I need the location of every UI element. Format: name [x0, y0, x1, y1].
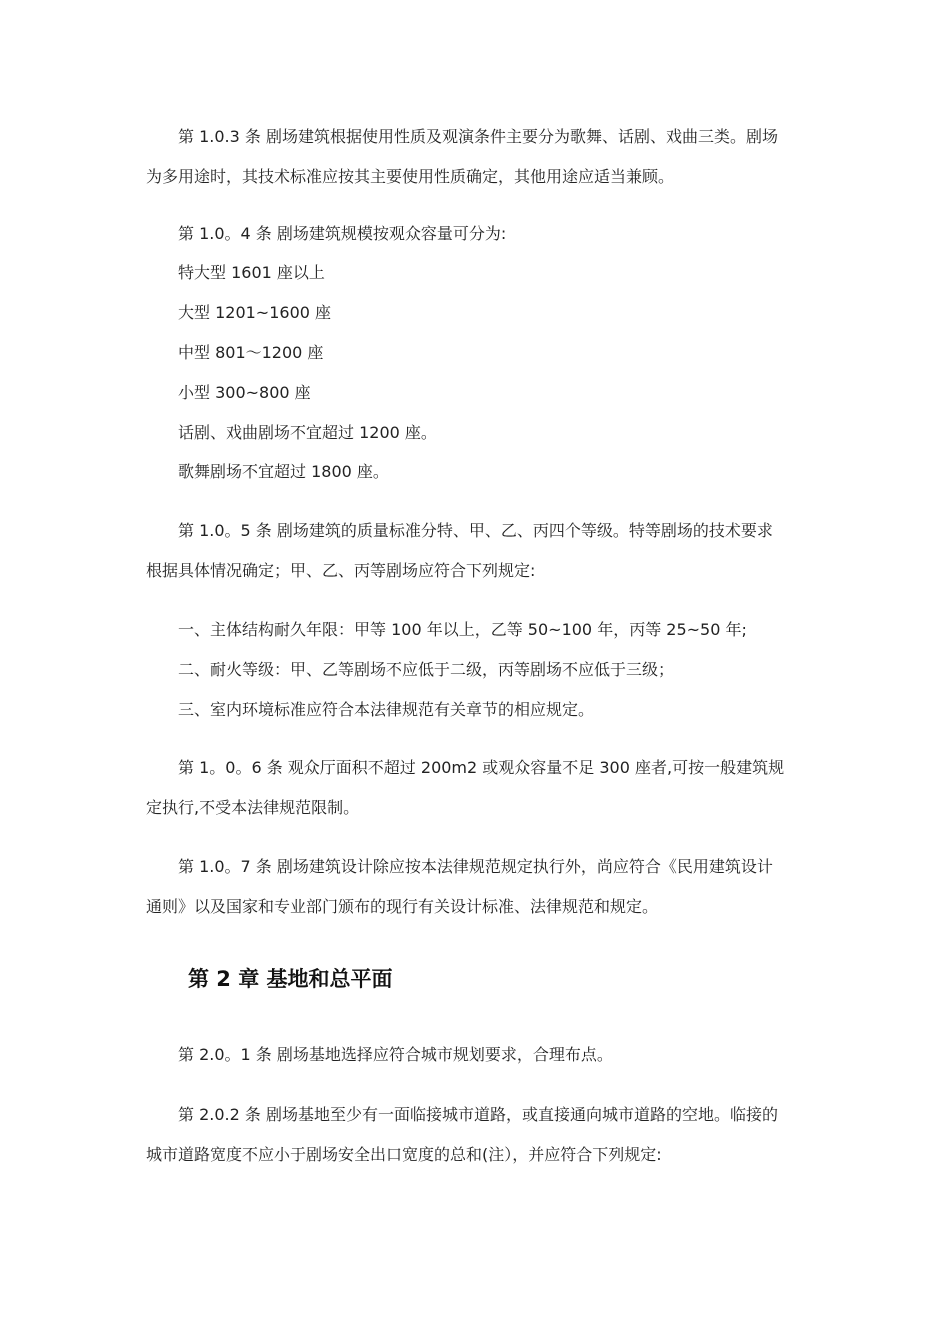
rule-item-3: 三、室内环境标准应符合本法律规范有关章节的相应规定。 [178, 700, 595, 719]
article-1-0-6-line-2: 定执行,不受本法律规范限制。 [146, 798, 360, 817]
article-1-0-6-line-1: 第 1。0。6 条 观众厅面积不超过 200m2 或观众容量不足 300 座者,可按一般建筑规 [178, 758, 785, 777]
article-1-0-5-line-1: 第 1.0。5 条 剧场建筑的质量标准分特、甲、乙、丙四个等级。特等剧场的技术要求 [178, 521, 773, 540]
article-1-0-4-line: 第 1.0。4 条 剧场建筑规模按观众容量可分为: [178, 224, 507, 243]
article-1-0-7-line-2: 通则》以及国家和专业部门颁布的现行有关设计标准、法律规范和规定。 [146, 897, 659, 916]
scale-extra-large: 特大型 1601 座以上 [178, 263, 325, 282]
article-1-0-5-line-2: 根据具体情况确定；甲、乙、丙等剧场应符合下列规定: [146, 561, 536, 580]
article-2-0-2-line-1: 第 2.0.2 条 剧场基地至少有一面临接城市道路，或直接通向城市道路的空地。临接的 [178, 1105, 778, 1124]
article-1-0-7-line-1: 第 1.0。7 条 剧场建筑设计除应按本法律规范规定执行外，尚应符合《民用建筑设计 [178, 857, 773, 876]
rule-item-1: 一、主体结构耐久年限：甲等 100 年以上，乙等 50~100 年，丙等 25~50 年; [178, 620, 747, 639]
article-1-0-3-line-1: 第 1.0.3 条 剧场建筑根据使用性质及观演条件主要分为歌舞、话剧、戏曲三类。剧场 [178, 127, 778, 146]
song-dance-limit: 歌舞剧场不宜超过 1800 座。 [178, 462, 389, 481]
scale-large: 大型 1201~1600 座 [178, 303, 332, 322]
rule-item-2: 二、耐火等级：甲、乙等剧场不应低于二级，丙等剧场不应低于三级； [178, 660, 675, 679]
chapter-2-heading: 第 2 章 基地和总平面 [188, 967, 393, 991]
article-2-0-2-line-2: 城市道路宽度不应小于剧场安全出口宽度的总和(注），并应符合下列规定: [146, 1145, 662, 1164]
scale-small: 小型 300~800 座 [178, 383, 311, 402]
drama-opera-limit: 话剧、戏曲剧场不宜超过 1200 座。 [178, 423, 437, 442]
scale-medium: 中型 801～1200 座 [178, 343, 324, 362]
article-1-0-3-line-2: 为多用途时，其技术标准应按其主要使用性质确定，其他用途应适当兼顾。 [146, 167, 675, 186]
article-2-0-1-line: 第 2.0。1 条 剧场基地选择应符合城市规划要求，合理布点。 [178, 1045, 613, 1064]
